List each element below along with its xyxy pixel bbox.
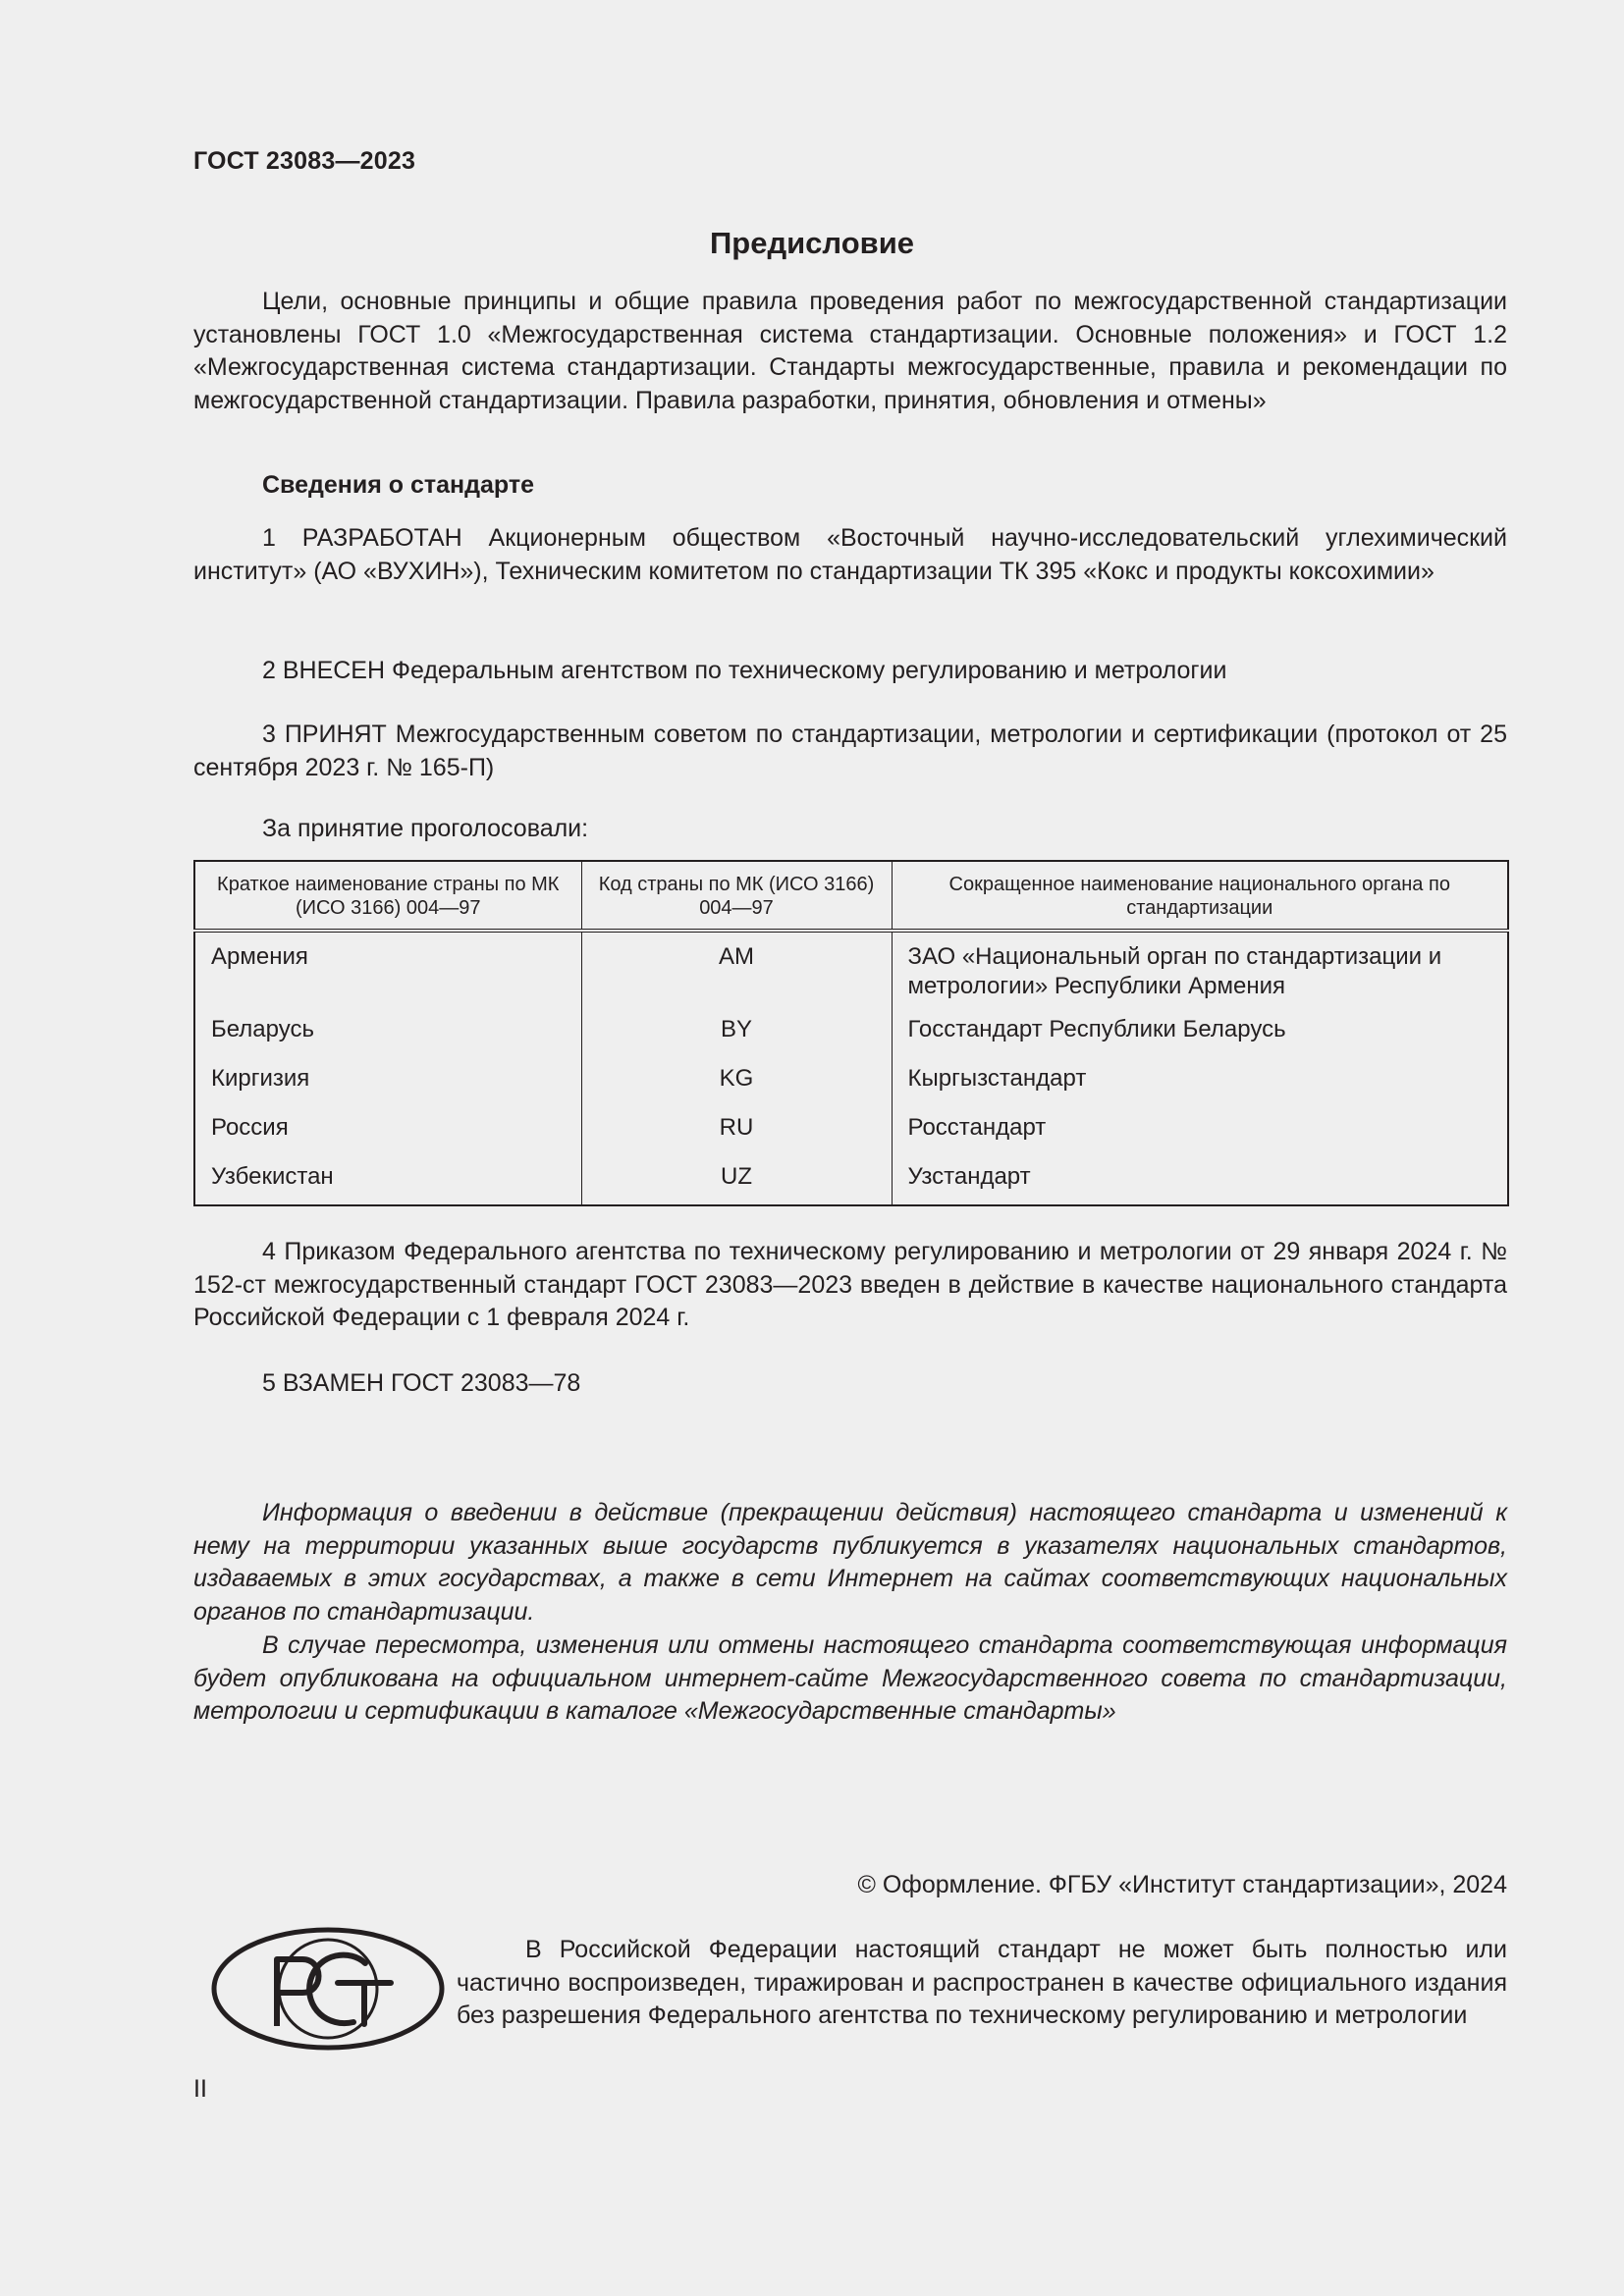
page-title: Предисловие: [709, 226, 914, 260]
table-row: [194, 1156, 1508, 1205]
code-cell: UZ: [581, 1156, 892, 1205]
item-enacted: 4 Приказом Федерального агентства по техническому регулированию и метрологии от 29 января 2024 г. № 152-ст межгосударственный стандарт ГОСТ 23083—2023 введен в действие в качестве национального стандарта Российской Федерации с 1 февраля 2024 г.: [193, 1238, 1507, 1331]
table-header-body: Сокращенное наименование национального органа по стандартизации: [892, 861, 1508, 931]
table-header-code: Код страны по МК (ИСО 3166) 004—97: [581, 861, 892, 931]
code-cell: AM: [581, 931, 892, 1009]
member-states-table: [193, 860, 1509, 1206]
reproduction-notice: В Российской Федерации настоящий стандарт не может быть полностью или частично воспроизведен, тиражирован и распространен в качестве официального издания без разрешения Федерального агентства по техническому регулированию и метрологии: [457, 1936, 1507, 2029]
table-row: [194, 1009, 1508, 1058]
copyright-line: © Оформление. ФГБУ «Институт стандартизации», 2024: [857, 1871, 1507, 1898]
info-paragraph-2: В случае пересмотра, изменения или отмены настоящего стандарта соответствующая информация будет опубликована на официальном интернет-сайте Межгосударственного совета по стандартизации, метрологии и сертификации в каталоге «Межгосударственные стандарты»: [193, 1631, 1507, 1725]
code-cell: BY: [581, 1009, 892, 1058]
body-cell: Кыргызстандарт: [907, 1065, 1087, 1092]
intro-paragraph: Цели, основные принципы и общие правила проведения работ по межгосударственной стандартизации установлены ГОСТ 1.0 «Межгосударственная система стандартизации. Основные положения» и ГОСТ 1.2 «Межгосударственная система стандартизации. Стандарты межгосударственные, правила и рекомендации по межгосударственной стандартизации. Правила разработки, принятия, обновления и отмены»: [193, 288, 1507, 414]
body-cell: Росстандарт: [907, 1114, 1047, 1141]
code-cell: RU: [581, 1107, 892, 1156]
table-header-country: Краткое наименование страны по МК (ИСО 3166) 004—97: [194, 861, 581, 931]
table-header-row: [194, 861, 1508, 931]
info-paragraph-1: Информация о введении в действие (прекращении действия) настоящего стандарта и изменений к нему на территории указанных выше государств публикуется в указателях национальных стандартов, издаваемых в этих государствах, а также в сети Интернет на сайтах соответствующих национальных органов по стандартизации.: [193, 1499, 1507, 1626]
section-heading: Сведения о стандарте: [262, 471, 535, 499]
body-cell: Госстандарт Республики Беларусь: [907, 1016, 1286, 1042]
page-number: II: [193, 2075, 207, 2103]
country-cell: Беларусь: [194, 1009, 581, 1058]
table-row: [194, 1107, 1508, 1156]
item-adopted: 3 ПРИНЯТ Межгосударственным советом по стандартизации, метрологии и сертификации (протокол от 25 сентября 2023 г. № 165-П): [193, 721, 1507, 781]
body-cell: ЗАО «Национальный орган по стандартизации и метрологии» Республики Армения: [907, 943, 1442, 999]
document-id: ГОСТ 23083—2023: [193, 147, 416, 175]
item-developed: 1 РАЗРАБОТАН Акционерным обществом «Восточный научно-исследовательский углехимический институт» (АО «ВУХИН»), Техническим комитетом по стандартизации ТК 395 «Кокс и продукты коксохимии»: [193, 524, 1507, 585]
item-replaces: 5 ВЗАМЕН ГОСТ 23083—78: [262, 1369, 581, 1397]
country-cell: Россия: [194, 1107, 581, 1156]
country-cell: Киргизия: [194, 1058, 581, 1107]
code-cell: KG: [581, 1058, 892, 1107]
vote-intro: За принятие проголосовали:: [262, 815, 589, 842]
table-row: [194, 1058, 1508, 1107]
table-row: [194, 931, 1508, 1009]
body-cell: Узстандарт: [907, 1163, 1031, 1190]
rst-certification-mark-icon: [208, 1924, 449, 2054]
country-cell: Узбекистан: [194, 1156, 581, 1205]
country-cell: Армения: [194, 931, 581, 1009]
item-submitted: 2 ВНЕСЕН Федеральным агентством по техническому регулированию и метрологии: [262, 657, 1227, 684]
